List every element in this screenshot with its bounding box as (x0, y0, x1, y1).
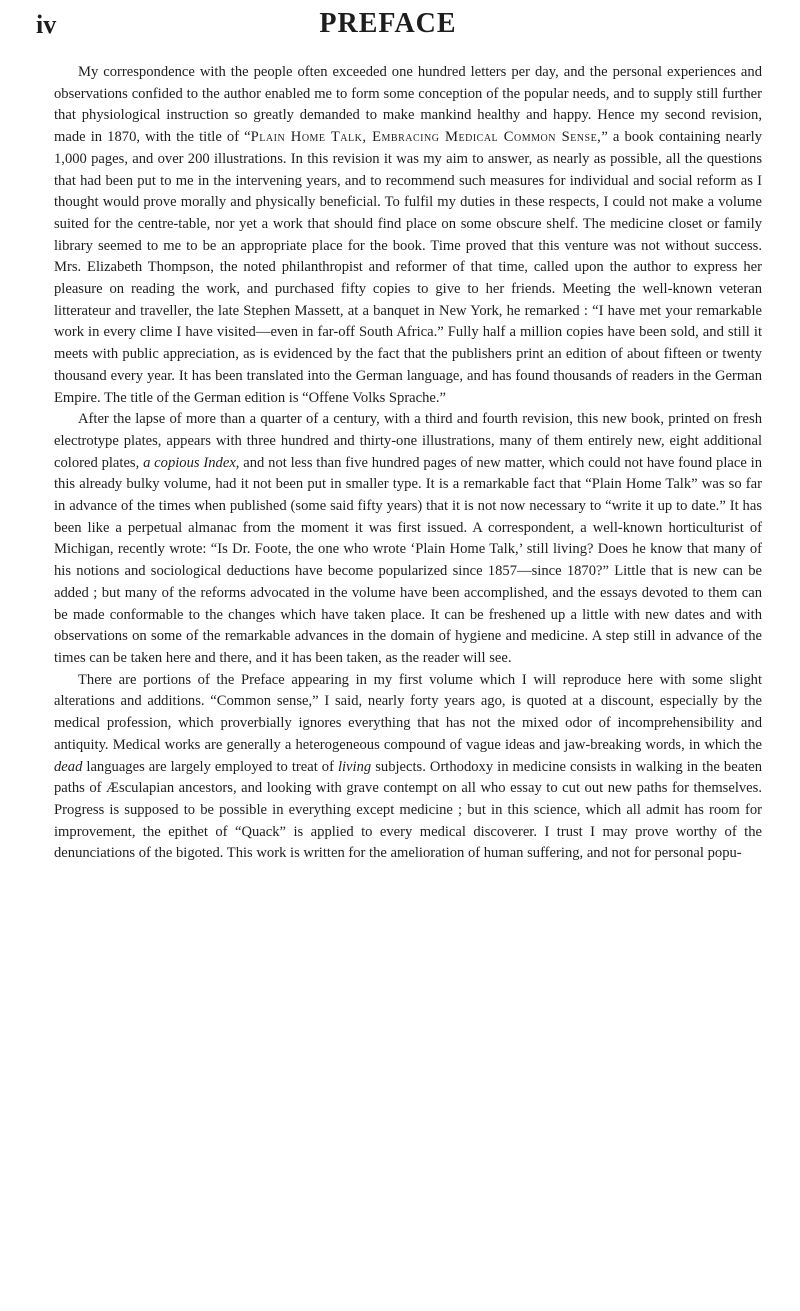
paragraph (54, 670, 762, 865)
paragraph (54, 409, 762, 669)
text-run: subjects. Orthodoxy in medicine consists in walking in the beaten paths of Æsculapian ancestors, and looking with grave contempt on all who essay to cut out new paths for themselves. Progress is supposed to be possible in everything except medicine ; but in this science, which all admit has room for improvement, the epithet of “Quack” is applied to every medical discoverer. I trust I may prove worthy of the denunciations of the bigoted. This work is written for the amelioration of human suffering, and not for personal popu- (54, 758, 762, 862)
italic-text: dead (54, 758, 83, 775)
page-number: iv (36, 10, 57, 39)
text-run: ” a book containing nearly 1,000 pages, and over 200 illustrations. In this revision it was my aim to answer, as nearly as possible, all the questions that had been put to me in the intervening years, and to recommend such measures for individual and social reform as I thought would prove morally and physically beneficial. To fulfil my duties in these respects, I could not make a volume suited for the centre-table, nor yet a work that should find place on some obscure shelf. The medicine closet or family library seemed to me to be an appropriate place for the book. Time proved that this venture was not without success. Mrs. Elizabeth Thompson, the noted philanthropist and reformer of that time, called upon the author to express her pleasure on reading the work, and purchased fifty copies to give to her friends. Meeting the well-known veteran litterateur and traveller, the late Stephen Massett, at a banquet in New York, he remarked : “I have met your remarkable work in every clime I have visited—even in far-off South Africa.” Fully half a million copies have been sold, and still it meets with public appreciation, as is evidenced by the fact that the publishers print an edition of about fifteen or twenty thousand every year. It has been translated into the German language, and has found thousands of readers in the German Empire. The title of the German edition is “Offene Volks Sprache.” (54, 129, 762, 406)
paragraph (54, 62, 762, 409)
body-text (54, 62, 762, 865)
running-title: PREFACE (319, 8, 457, 39)
italic-text: a copious Index, (143, 454, 240, 471)
text-run: and not less than five hundred pages of new matter, which could not have found place in this already bulky volume, had it not been put in smaller type. It is a remarkable fact that “Plain Home Talk” was so far in advance of the times when published (some said fifty years) that it is not now necessary to “write it up to date.” It has been like a perpetual almanac from the moment it was first issued. A correspondent, a well-known horticulturist of Michigan, recently wrote: “Is Dr. Foote, the one who wrote ‘Plain Home Talk,’ still living? Does he know that many of his notions and sociological deductions have become popularized since 1857—since 1870?” Little that is new can be added ; but many of the reforms advocated in the volume have been accomplished, and the essays devoted to them can be made conformable to the changes which have taken place. It can be freshened up a little with new dates and with observations on some of the remarkable advances in the domain of hygiene and medicine. A step still in advance of the times can be taken here and there, and it has been taken, as the reader will see. (54, 454, 762, 666)
page-header (36, 8, 740, 42)
text-run: languages are largely employed to treat of (82, 758, 338, 775)
italic-text: living (337, 758, 372, 775)
book-title: Plain Home Talk, Embracing Medical Common Sense, (250, 129, 602, 146)
text-run: My correspondence with the people often exceeded one hundred letters per day, and the personal experiences and observations confided to the author enabled me to form some conception of the popular needs, and to supply still further that physiological instruction so greatly demanded to make mankind healthy and happy. Hence my second revision, made in 1870, with the title of “ (54, 64, 762, 146)
text-run: After the lapse of more than a quarter of a century, with a third and fourth revision, this new book, printed on fresh electrotype plates, appears with three hundred and thirty-one illustrations, many of them entirely new, eight additional colored plates, (54, 411, 762, 471)
text-run: There are portions of the Preface appearing in my first volume which I will reproduce here with some slight alterations and additions. “Common sense,” I said, nearly forty years ago, is quoted at a discount, especially by the medical profession, which proverbially ignores everything that has not the mixed odor of incomprehensibility and antiquity. Medical works are generally a heterogeneous compound of vague ideas and jaw-breaking words, in which the (54, 671, 762, 753)
